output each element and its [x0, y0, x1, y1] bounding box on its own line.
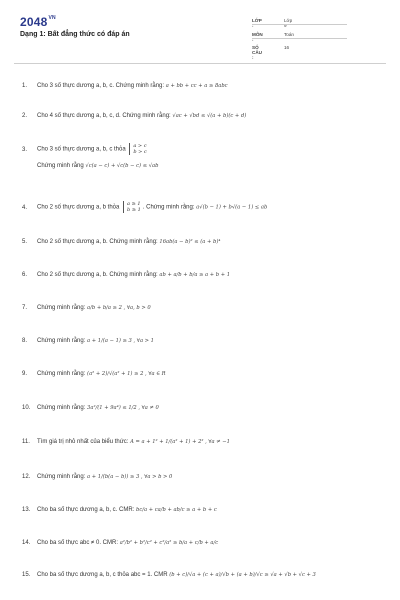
question-text: Chứng minh rằng:: [37, 405, 86, 411]
question-number: 3.: [22, 146, 28, 153]
question-math: A = a + 1² + 1/(a² + 1) + 2² , ∀a ≠ −1: [130, 439, 230, 445]
info-underline: [252, 24, 347, 25]
condition-line: a ≥ 1: [127, 201, 141, 207]
question-number: 4.: [22, 204, 28, 211]
question-3: [22, 143, 158, 169]
question-6: [22, 272, 230, 278]
question-text: Chứng minh rằng:: [37, 338, 86, 344]
question-text: Cho 2 số thực dương a, b thỏa: [37, 204, 120, 211]
question-math: a/b + b/a ≥ 2 , ∀a, b > 0: [87, 305, 151, 311]
question-math: bc/a + ca/b + ab/c ≥ a + b + c: [136, 507, 217, 513]
question-number: 6.: [22, 272, 28, 278]
question-text: Cho 2 số thực dương a, b. Chứng minh rằng:: [37, 239, 158, 245]
question-math: (b + c)/√a + (c + a)/√b + (a + b)/√c ≥ √a + √b + √c + 3: [169, 572, 316, 578]
condition-line: b > c: [133, 149, 147, 155]
question-math: √ac + √bd ≤ √(a + b)(c + d): [172, 113, 247, 119]
question-15: [22, 572, 316, 578]
question-math: a + bb + cc + a ≥ 8abc: [165, 83, 228, 89]
question-math: a√(b − 1) + b√(a − 1) ≤ ab: [196, 204, 268, 211]
question-text: Chứng minh rằng:: [37, 474, 86, 480]
question-number: 15.: [22, 572, 31, 578]
question-math: (a² + 2)/√(a² + 1) ≥ 2 , ∀a ∈ R: [87, 371, 166, 377]
question-text: Cho ba số thực dương a, b, c thỏa abc = 1. CMR: [37, 572, 168, 578]
question-10: [22, 405, 159, 411]
question-9: [22, 371, 166, 377]
header-divider: [14, 63, 386, 64]
question-5: [22, 239, 220, 245]
question-math: a + 1/(b(a − b)) ≥ 3 , ∀a > b > 0: [87, 474, 173, 480]
question-12: [22, 474, 172, 480]
question-8: [22, 338, 154, 344]
question-number: 2.: [22, 113, 28, 119]
question-1: [22, 83, 228, 89]
question-number: 7.: [22, 305, 28, 311]
condition-line: b ≥ 1: [127, 207, 141, 213]
question-number: 13.: [22, 507, 31, 513]
question-number: 11.: [22, 439, 30, 445]
question-text: Chứng minh rằng:: [37, 371, 86, 377]
question-math: a²/b² + b²/c² + c²/a² ≥ b/a + c/b + a/c: [119, 540, 219, 546]
question-text-2: Chứng minh rằng: [37, 163, 84, 169]
question-11: [22, 439, 230, 445]
question-text: Cho 4 số thực dương a, b, c, d. Chứng minh rằng:: [37, 113, 171, 119]
question-text: Cho 3 số thực dương a, b, c thỏa: [37, 146, 126, 153]
info-label: LỚP :: [252, 18, 262, 28]
logo-text: 2048: [20, 15, 48, 29]
condition-system: [123, 201, 141, 213]
info-value: Toán: [284, 32, 294, 37]
info-label: SỐ CÂU :: [252, 45, 262, 60]
question-math: ab + a/b + b/a ≥ a + b + 1: [159, 272, 231, 278]
question-text: Tìm giá trị nhỏ nhất của biểu thức:: [37, 439, 129, 445]
question-math: 3a²/(1 + 9a⁴) ≤ 1/2 , ∀a ≠ 0: [87, 405, 159, 411]
question-math: a + 1/(a − 1) ≥ 3 , ∀a > 1: [87, 338, 154, 344]
question-13: [22, 507, 217, 513]
question-math: 16ab(a − b)² ≤ (a + b)⁴: [159, 239, 221, 245]
question-number: 12.: [22, 474, 31, 480]
question-number: 10.: [22, 405, 31, 411]
question-text-after: . Chứng minh rằng:: [142, 204, 195, 211]
site-logo[interactable]: [20, 15, 56, 29]
page-header: [0, 0, 400, 62]
info-label: MÔN :: [252, 32, 263, 42]
question-number: 1.: [22, 83, 28, 89]
question-2: [22, 113, 246, 119]
question-text: Cho ba số thực dương a, b, c. CMR:: [37, 507, 135, 513]
question-7: [22, 305, 151, 311]
condition-system: [129, 143, 146, 155]
question-number: 8.: [22, 338, 28, 344]
question-14: [22, 540, 218, 546]
condition-line: a > c: [133, 143, 147, 149]
question-number: 5.: [22, 239, 28, 245]
info-value: Lớp 9: [284, 18, 293, 28]
question-text: Chứng minh rằng:: [37, 305, 86, 311]
question-math: √c(a − c) + √c(b − c) ≤ √ab: [85, 163, 159, 169]
question-4: [22, 201, 267, 213]
info-underline: [252, 38, 347, 39]
question-text: Cho ba số thực abc ≠ 0. CMR:: [37, 540, 119, 546]
document-title: Dạng 1: Bất đẳng thức có đáp án: [20, 31, 130, 38]
question-text: Cho 3 số thực dương a, b, c. Chứng minh rằng:: [37, 83, 165, 89]
logo-suffix: VN: [48, 15, 56, 21]
question-number: 14.: [22, 540, 31, 546]
info-value: 16: [284, 45, 290, 50]
question-number: 9.: [22, 371, 28, 377]
question-text: Cho 2 số thực dương a, b. Chứng minh rằng:: [37, 272, 158, 278]
